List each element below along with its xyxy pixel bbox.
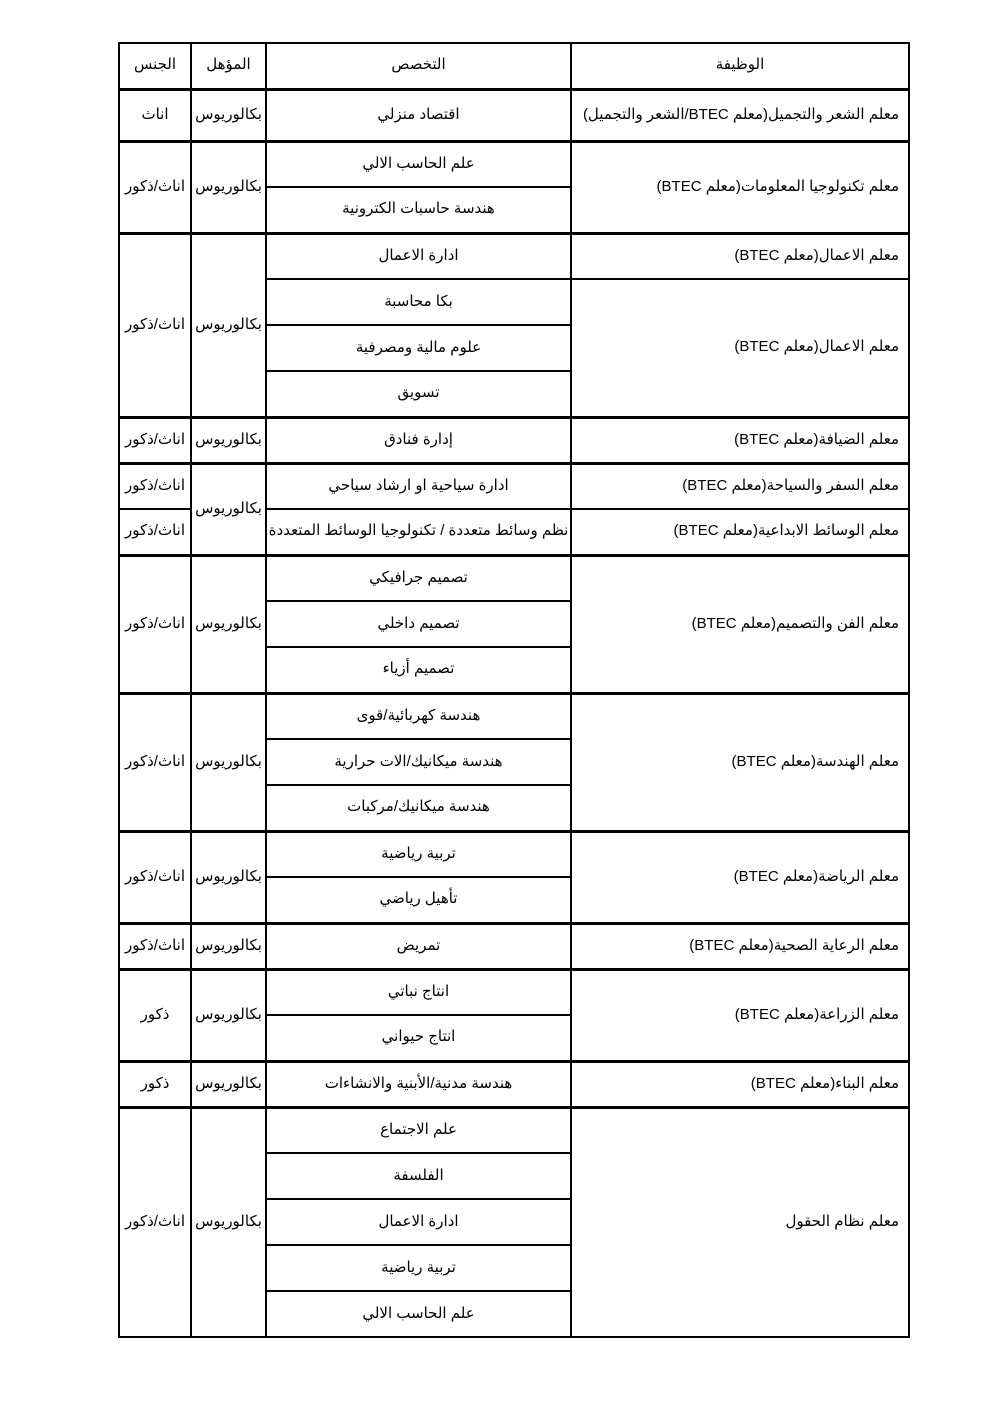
spec-cell: ادارة الاعمال [266, 1199, 571, 1245]
header-job: الوظيفة [571, 43, 909, 89]
qual-cell: بكالوريوس [191, 1107, 266, 1337]
gender-cell: اناث/ذكور [119, 1107, 191, 1337]
spec-cell: علوم مالية ومصرفية [266, 325, 571, 371]
table-row [119, 555, 909, 601]
gender-cell: اناث/ذكور [119, 463, 191, 509]
table-row [119, 693, 909, 739]
gender-cell: اناث/ذكور [119, 417, 191, 463]
qual-cell: بكالوريوس [191, 1061, 266, 1107]
gender-cell: اناث/ذكور [119, 831, 191, 923]
spec-cell: علم الحاسب الالي [266, 141, 571, 187]
spec-cell: علم الحاسب الالي [266, 1291, 571, 1337]
job-cell: معلم الاعمال(معلم BTEC) [571, 233, 909, 279]
job-cell: معلم البناء(معلم BTEC) [571, 1061, 909, 1107]
gender-cell: اناث/ذكور [119, 555, 191, 693]
table-row [119, 969, 909, 1015]
spec-cell: نظم وسائط متعددة / تكنولوجيا الوسائط المتعددة [266, 509, 571, 555]
spec-cell: ادارة سياحية او ارشاد سياحي [266, 463, 571, 509]
spec-cell: هندسة كهربائية/قوى [266, 693, 571, 739]
spec-cell: هندسة ميكانيك/الات حرارية [266, 739, 571, 785]
spec-cell: هندسة مدنية/الأبنية والانشاءات [266, 1061, 571, 1107]
spec-cell: الفلسفة [266, 1153, 571, 1199]
qual-cell: بكالوريوس [191, 233, 266, 417]
job-cell: معلم الوسائط الابداعية(معلم BTEC) [571, 509, 909, 555]
job-cell: معلم الزراعة(معلم BTEC) [571, 969, 909, 1061]
spec-cell: تأهيل رياضي [266, 877, 571, 923]
spec-cell: ادارة الاعمال [266, 233, 571, 279]
spec-cell: انتاج حيواني [266, 1015, 571, 1061]
spec-cell: انتاج نباتي [266, 969, 571, 1015]
qual-cell: بكالوريوس [191, 923, 266, 969]
job-cell: معلم الفن والتصميم(معلم BTEC) [571, 555, 909, 693]
job-cell: معلم السفر والسياحة(معلم BTEC) [571, 463, 909, 509]
spec-cell: تصميم جرافيكي [266, 555, 571, 601]
table-row [119, 463, 909, 509]
gender-cell: اناث/ذكور [119, 693, 191, 831]
table-row [119, 417, 909, 463]
header-qualification: المؤهل [191, 43, 266, 89]
gender-cell: اناث/ذكور [119, 141, 191, 233]
jobs-table [118, 42, 910, 1338]
job-cell: معلم الرعاية الصحية(معلم BTEC) [571, 923, 909, 969]
table-row [119, 141, 909, 187]
job-cell: معلم الشعر والتجميل(معلم BTEC/الشعر والتجميل) [571, 89, 909, 141]
spec-cell: بكا محاسبة [266, 279, 571, 325]
qual-cell: بكالوريوس [191, 141, 266, 233]
gender-cell: اناث/ذكور [119, 509, 191, 555]
spec-cell: تصميم أزياء [266, 647, 571, 693]
qual-cell: بكالوريوس [191, 693, 266, 831]
table-row [119, 831, 909, 877]
job-cell: معلم الهندسة(معلم BTEC) [571, 693, 909, 831]
table-row [119, 923, 909, 969]
job-cell: معلم الاعمال(معلم BTEC) [571, 279, 909, 417]
qual-cell: بكالوريوس [191, 463, 266, 555]
spec-cell: تسويق [266, 371, 571, 417]
qual-cell: بكالوريوس [191, 831, 266, 923]
table-row [119, 89, 909, 141]
spec-cell: تربية رياضية [266, 831, 571, 877]
table-header-row [119, 43, 909, 89]
spec-cell: إدارة فنادق [266, 417, 571, 463]
qual-cell: بكالوريوس [191, 555, 266, 693]
spec-cell: تصميم داخلي [266, 601, 571, 647]
spec-cell: هندسة حاسبات الكترونية [266, 187, 571, 233]
gender-cell: ذكور [119, 969, 191, 1061]
gender-cell: اناث/ذكور [119, 923, 191, 969]
job-cell: معلم الرياضة(معلم BTEC) [571, 831, 909, 923]
table-row [119, 1107, 909, 1153]
spec-cell: هندسة ميكانيك/مركبات [266, 785, 571, 831]
table-row [119, 1061, 909, 1107]
gender-cell: اناث/ذكور [119, 233, 191, 417]
header-specialization: التخصص [266, 43, 571, 89]
job-cell: معلم الضيافة(معلم BTEC) [571, 417, 909, 463]
spec-cell: تمريض [266, 923, 571, 969]
spec-cell: علم الاجتماع [266, 1107, 571, 1153]
job-cell: معلم نظام الحقول [571, 1107, 909, 1337]
spec-cell: تربية رياضية [266, 1245, 571, 1291]
qual-cell: بكالوريوس [191, 969, 266, 1061]
spec-cell: اقتصاد منزلي [266, 89, 571, 141]
qual-cell: بكالوريوس [191, 417, 266, 463]
job-cell: معلم تكنولوجيا المعلومات(معلم BTEC) [571, 141, 909, 233]
qual-cell: بكالوريوس [191, 89, 266, 141]
table-row [119, 233, 909, 279]
gender-cell: ذكور [119, 1061, 191, 1107]
gender-cell: اناث [119, 89, 191, 141]
header-gender: الجنس [119, 43, 191, 89]
